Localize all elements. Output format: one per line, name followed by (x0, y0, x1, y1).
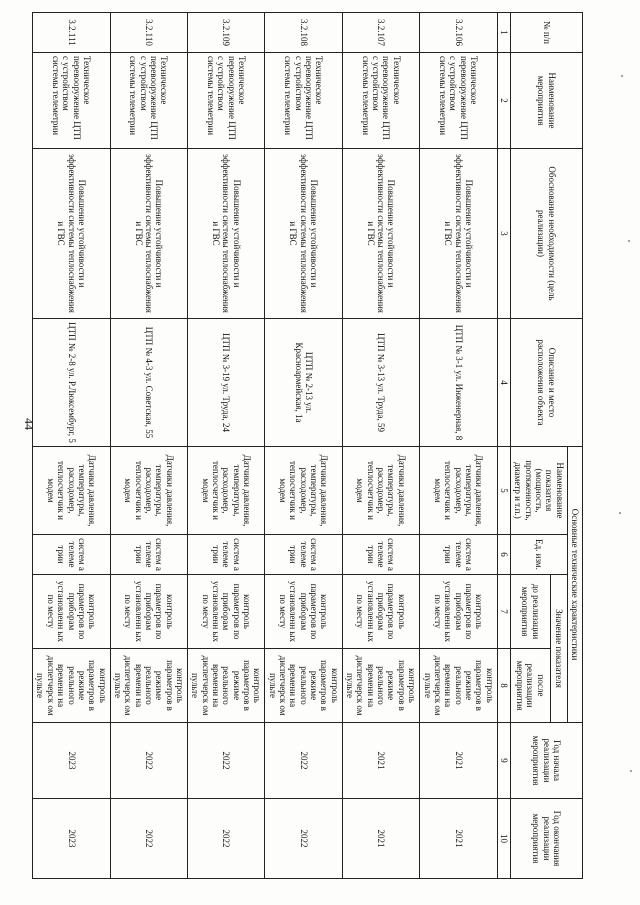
justification: Повышение устойчивости и эффективности системы теплоснабжения и ГВС (420, 149, 497, 319)
indicator-name: Датчики давления, температуры, расходомер, теплосчетчик и модем (110, 447, 187, 535)
header-main-specs: Основные технические характеристики (567, 447, 582, 723)
table-row (110, 13, 187, 879)
end-year: 2022 (187, 799, 264, 879)
scan-speck (619, 512, 621, 514)
header-unit: Ед. изм. (510, 535, 567, 575)
column-number: 1 (497, 13, 510, 53)
value-after: контроль параметров в режиме реального времени на диспетчерск ом пульте (342, 649, 419, 723)
measure-name: Техническое перевооружение ЦТП с устройством системы телеметрии (33, 53, 110, 149)
justification: Повышение устойчивости и эффективности системы теплоснабжения и ГВС (110, 149, 187, 319)
object-description: ЦТП № 3-19 ул. Труда, 24 (187, 319, 264, 447)
header-indicator-name: Наименование показателя (мощность, протяженность, диаметр и т.п.) (510, 447, 567, 535)
row-number: 3.2.109 (187, 13, 264, 53)
row-number: 3.2.106 (420, 13, 497, 53)
justification: Повышение устойчивости и эффективности системы теплоснабжения и ГВС (187, 149, 264, 319)
value-after: контроль параметров в режиме реального времени на диспетчерск ом пульте (187, 649, 264, 723)
scan-speck (621, 75, 623, 77)
unit: систем а телеме трии (420, 535, 497, 575)
indicator-name: Датчики давления, температуры, расходомер, теплосчетчик и модем (420, 447, 497, 535)
measure-name: Техническое перевооружение ЦТП с устройством системы телеметрии (110, 53, 187, 149)
header-justification: Обоснование необходимости (цель реализации) (510, 149, 582, 319)
value-after: контроль параметров в режиме реального времени на диспетчерск ом пульте (33, 649, 110, 723)
column-number: 3 (497, 149, 510, 319)
unit: систем а телеме трии (187, 535, 264, 575)
unit: систем а телеме трии (265, 535, 342, 575)
value-before: контроль параметров по приборам установленн ых по месту (33, 575, 110, 649)
end-year: 2023 (33, 799, 110, 879)
measure-name: Техническое перевооружение ЦТП с устройством системы телеметрии (265, 53, 342, 149)
justification: Повышение устойчивости и эффективности системы теплоснабжения и ГВС (342, 149, 419, 319)
end-year: 2022 (110, 799, 187, 879)
scan-speck (630, 770, 632, 772)
header-name: Наименование мероприятия (510, 53, 582, 149)
end-year: 2021 (342, 799, 419, 879)
unit: систем а телеме трии (342, 535, 419, 575)
table-row (187, 13, 264, 879)
header-before: до реализации мероприятия (510, 575, 550, 649)
indicator-name: Датчики давления, температуры, расходомер, теплосчетчик и модем (33, 447, 110, 535)
column-number-row (497, 13, 510, 879)
table-row (33, 13, 110, 879)
row-number: 3.2.108 (265, 13, 342, 53)
indicator-name: Датчики давления, температуры, расходомер, теплосчетчик и модем (187, 447, 264, 535)
end-year: 2021 (420, 799, 497, 879)
header-after: после реализации мероприятия (510, 649, 550, 723)
table-row (265, 13, 342, 879)
table-row (420, 13, 497, 879)
value-before: контроль параметров по приборам установленн ых по месту (110, 575, 187, 649)
object-description: ЦТП № 2-13 ул. Красноармейская, 1а (265, 319, 342, 447)
value-after: контроль параметров в режиме реального времени на диспетчерск ом пульте (420, 649, 497, 723)
value-before: контроль параметров по приборам установленн ых по месту (265, 575, 342, 649)
indicator-name: Датчики давления, температуры, расходомер, теплосчетчик и модем (265, 447, 342, 535)
justification: Повышение устойчивости и эффективности системы теплоснабжения и ГВС (33, 149, 110, 319)
value-after: контроль параметров в режиме реального времени на диспетчерск ом пульте (110, 649, 187, 723)
unit: систем а телеме трии (110, 535, 187, 575)
measure-name: Техническое перевооружение ЦТП с устройством системы телеметрии (187, 53, 264, 149)
value-before: контроль параметров по приборам установленн ых по месту (187, 575, 264, 649)
column-number: 5 (497, 447, 510, 535)
start-year: 2021 (342, 723, 419, 799)
measures-table-container (35, 12, 583, 878)
column-number: 9 (497, 723, 510, 799)
column-number: 8 (497, 649, 510, 723)
page-number: 44 (22, 418, 36, 430)
row-number: 3.2.111 (33, 13, 110, 53)
row-number: 3.2.107 (342, 13, 419, 53)
measures-table (32, 12, 583, 879)
justification: Повышение устойчивости и эффективности системы теплоснабжения и ГВС (265, 149, 342, 319)
start-year: 2022 (265, 723, 342, 799)
row-number: 3.2.110 (110, 13, 187, 53)
column-number: 6 (497, 535, 510, 575)
scan-speck (628, 240, 630, 242)
column-number: 4 (497, 319, 510, 447)
column-number: 10 (497, 799, 510, 879)
value-after: контроль параметров в режиме реального времени на диспетчерск ом пульте (265, 649, 342, 723)
start-year: 2021 (420, 723, 497, 799)
object-description: ЦТП № 2-8 ул. Р.Люксембург, 5 (33, 319, 110, 447)
header-description: Описание и место расположения объекта (510, 319, 582, 447)
start-year: 2023 (33, 723, 110, 799)
column-number: 7 (497, 575, 510, 649)
table-row (342, 13, 419, 879)
object-description: ЦТП № 3-1 ул. Инженерная, 8 (420, 319, 497, 447)
start-year: 2022 (187, 723, 264, 799)
measure-name: Техническое перевооружение ЦТП с устройством системы телеметрии (420, 53, 497, 149)
indicator-name: Датчики давления, температуры, расходомер, теплосчетчик и модем (342, 447, 419, 535)
header-indicator-value: Значение показателя (550, 575, 567, 723)
value-before: контроль параметров по приборам установленн ых по месту (420, 575, 497, 649)
unit: систем а телеме трии (33, 535, 110, 575)
header-end-year: Год окончания реализации мероприятия (510, 799, 582, 879)
header-start-year: Год начала реализации мероприятия (510, 723, 582, 799)
value-before: контроль параметров по приборам установленн ых по месту (342, 575, 419, 649)
column-number: 2 (497, 53, 510, 149)
object-description: ЦТП № 4-3 ул. Советская, 55 (110, 319, 187, 447)
start-year: 2022 (110, 723, 187, 799)
object-description: ЦТП № 3-13 ул. Труда, 59 (342, 319, 419, 447)
header-no: № п/п (510, 13, 582, 53)
end-year: 2022 (265, 799, 342, 879)
measure-name: Техническое перевооружение ЦТП с устройством системы телеметрии (342, 53, 419, 149)
